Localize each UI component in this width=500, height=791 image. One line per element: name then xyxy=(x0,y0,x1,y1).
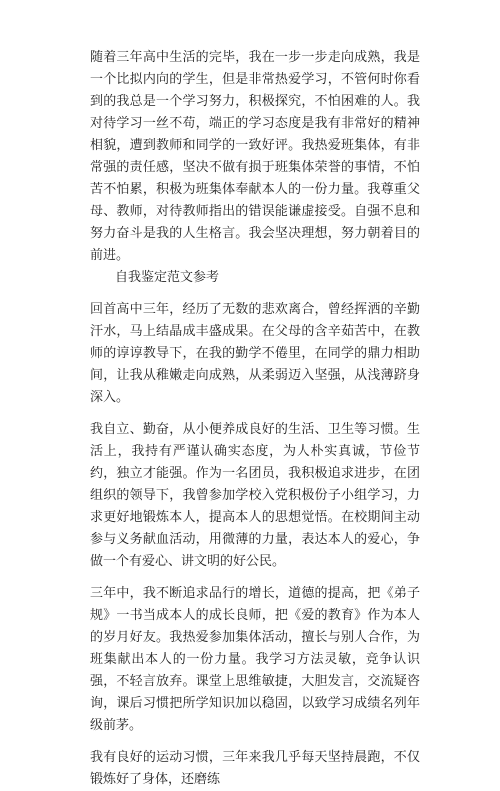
paragraph-5: 我有良好的运动习惯，三年来我几乎每天坚持晨跑，不仅锻炼好了身体，还磨练 xyxy=(90,750,420,787)
section-heading: 自我鉴定范文参考 xyxy=(115,270,220,285)
paragraph-2: 回首高中三年，经历了无数的悲欢离合，曾经挥洒的辛勤汗水，马上结晶成丰盛成果。在父母的含辛茹苦中，在教师的谆谆教导下，在我的勤学不倦里，在同学的鼎力相助间，让我从稚嫩走向成熟，从柔弱迈入坚强，从浅薄跻身深入。 xyxy=(90,302,420,405)
paragraph-4: 三年中，我不断追求品行的增长，道德的提高，把《弟子规》一书当成本人的成长良师，把《爱的教育》作为本人的岁月好友。我热爱参加集体活动，擅长与别人合作，为班集献出本人的一份力量。我学习方法灵敏，竞争认识强，不轻言放弃。课堂上思维敏捷，大胆发言，交流疑咨询，课后习惯把所学知识加以稳固，以致学习成绩名列年级前茅。 xyxy=(90,586,420,733)
document-page xyxy=(90,47,420,787)
paragraph-3: 我自立、勤奋，从小便养成良好的生活、卫生等习惯。生活上，我持有严谨认确实态度，为人朴实真诚，节俭节约，独立才能强。作为一名团员，我积极追求进步，在团组织的领导下，我曾参加学校入党积极份子小组学习，力求更好地锻炼本人，提高本人的思想觉悟。在校期间主动参与义务献血活动，用微薄的力量，表达本人的爱心，争做一个有爱心、讲文明的好公民。 xyxy=(90,422,420,569)
paragraph-1: 随着三年高中生活的完毕，我在一步一步走向成熟，我是一个比拟内向的学生，但是非常热爱学习，不管何时你看到的我总是一个学习努力，积极探究，不怕困难的人。我对待学习一丝不苟，端正的学习态度是我有非常好的精神相貌，遭到教师和同学的一致好评。我热爱班集体，有非常强的责任感，坚决不做有损于班集体荣誉的事情，不怕苦不怕累，积极为班集体奉献本人的一份力量。我尊重父母、教师，对待教师指出的错误能谦虚接受。自强不息和努力奋斗是我的人生格言。我会坚决理想，努力朝着目的前进。 xyxy=(90,50,420,263)
